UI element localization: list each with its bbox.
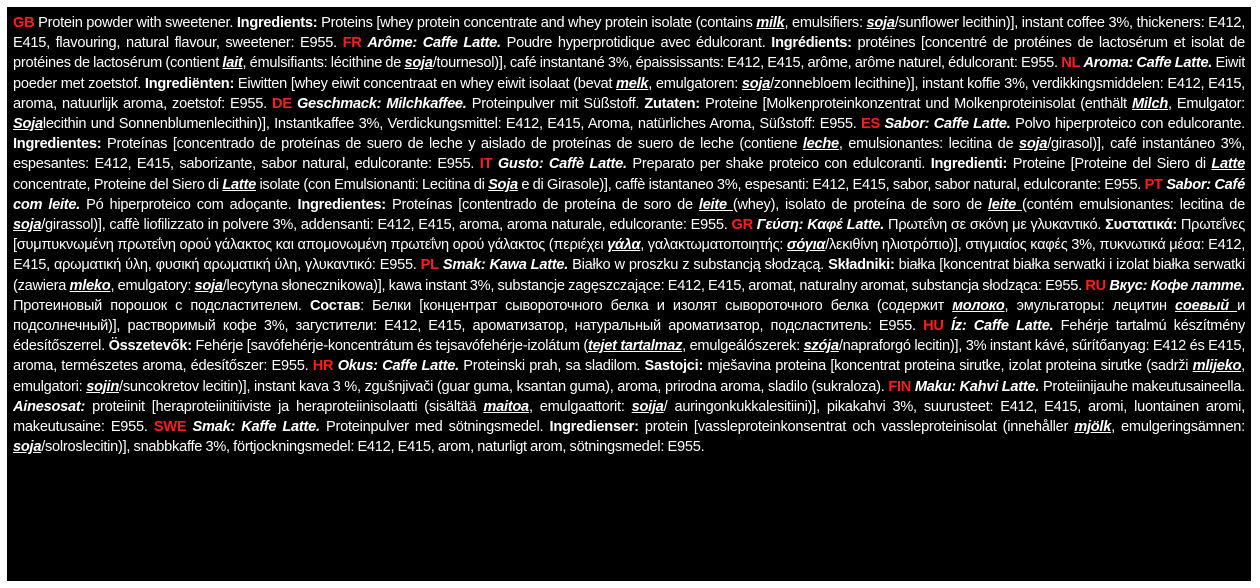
flavour-name: Geschmack: Milchkaffee. xyxy=(296,95,467,112)
allergen: milk xyxy=(756,15,785,31)
country-code: GR xyxy=(731,217,753,234)
allergen: lait xyxy=(222,55,243,72)
country-code: IT xyxy=(479,156,493,173)
flavour-name: Вкус: Кофе латте. xyxy=(1109,277,1245,294)
country-code: FIN xyxy=(888,378,912,395)
ingredients-heading: Ingredientes: xyxy=(297,196,386,213)
label-text-run: Polvo hiperproteico con edulcorante. xyxy=(1010,116,1245,133)
label-text-run: /tournesol)], café instantané 3%, épaississants: E412, E415, arôme, arôme naturel, édulcorant: E955. xyxy=(432,55,1062,72)
label-text-run: Pó hiperproteico com adoçante. xyxy=(80,196,298,213)
ingredients-heading: Ingrédients: xyxy=(771,35,852,52)
label-text-run: , emulgeringsämnen: xyxy=(1111,419,1245,436)
label-text-run: Eiwitten [whey eiwit concentraat en whey eiwit isolaat (bevat xyxy=(234,75,616,92)
allergen: soja xyxy=(13,217,42,234)
label-text-run: /suncokretov lecitin)], instant kava 3 %, zgušnjivači (guar guma, ksantan guma), aroma, prirodna aroma, sladilo (sukraloza). xyxy=(119,378,889,395)
label-text-run: , emulgaattorit: xyxy=(528,398,632,415)
ingredients-heading: Zutaten: xyxy=(644,95,700,112)
allergen: mlijeko xyxy=(1192,358,1242,375)
allergen: soja xyxy=(866,15,895,31)
label-text-run: Proteinpulver med sötningsmedel. xyxy=(319,419,550,436)
label-text-run: , γαλακτωματοποιητής: xyxy=(640,237,787,254)
label-text-run: , emulgatoren: xyxy=(648,75,742,92)
label-text-run: Białko w proszku z substancją słodzącą. xyxy=(568,257,829,274)
allergen: Soja xyxy=(488,176,518,193)
label-text-run: Protein powder with sweetener. xyxy=(34,15,237,31)
label-text-run: Fehérje tartalmú készítmény édesítőszerrel. xyxy=(13,318,1245,355)
label-text-run: , emulgatory: xyxy=(110,277,195,294)
flavour-name: Sabor: Caffe Latte. xyxy=(884,116,1011,133)
flavour-name: Íz: Caffe Latte. xyxy=(950,318,1054,335)
flavour-name: Gusto: Caffè Latte. xyxy=(497,156,627,173)
allergen: soja xyxy=(1018,136,1048,153)
allergen: γάλα xyxy=(607,237,641,254)
label-text-run: , émulsifiants: lécithine de xyxy=(242,55,405,72)
label-text-run: Proteiinijauhe makeutusaineella. xyxy=(1039,378,1245,395)
label-text-run: , emulsifiers: xyxy=(784,15,867,31)
flavour-name: Smak: Kaffe Latte. xyxy=(192,419,320,436)
bottom-rule xyxy=(7,577,1251,581)
label-text-run: , эмульгаторы: лецитин xyxy=(1004,297,1176,314)
label-text-run: mješavina proteina [koncentrat proteina sirutke, izolat proteina sirutke (sadrži xyxy=(703,358,1193,375)
label-text-run: /lecytyna słonecznikowa)], kawa instant 3%, substancje zagęszczające: E412, E415, aromat, naturalny aromat, substancja słodząca: E955. xyxy=(222,277,1086,294)
allergen: soja xyxy=(404,55,433,72)
label-text-run: , Emulgator: xyxy=(1168,95,1245,112)
allergen: soija xyxy=(631,398,664,415)
country-code: FR xyxy=(342,35,362,52)
label-text-run: /girassol)], caffè liofilizzato in polvere 3%, addensanti: E412, E415, aroma, aroma naturale, edulcorante: E955. xyxy=(41,217,732,234)
flavour-name: Arôme: Caffe Latte. xyxy=(367,35,501,52)
label-text-run: /solroslecitin)], snabbkaffe 3%, förtjockningsmedel: E412, E415, arom, naturligt arom, sötningsmedel: E955. xyxy=(41,439,705,456)
allergen: молоко xyxy=(952,297,1005,314)
label-text-run: / auringonkukkalesitiini)], pikakahvi 3%, suurusteet: E412, E415, aromi, luontainen aromi, makeutusaine: E955. xyxy=(13,398,1245,436)
allergen: szója xyxy=(803,338,839,355)
label-text-run: /sunflower lecithin)], instant coffee 3%, thickeners: E412, E415, flavouring, natural flavour, sweetener: E955. xyxy=(13,15,1245,52)
country-code: HR xyxy=(312,358,334,375)
label-text-run: e di Girasole)], caffè istantaneo 3%, espesanti: E412, E415, sabor, sabor natural, edulcorante: E955. xyxy=(517,176,1145,193)
label-text-run: concentrate, Proteine del Siero di xyxy=(13,176,223,193)
allergen: leite xyxy=(988,196,1023,213)
flavour-name: Maku: Kahvi Latte. xyxy=(914,378,1040,395)
label-text-run: protéines [concentré de protéines de lactosérum et isolat de protéines de lactosérum (contient xyxy=(13,35,1245,72)
label-text-run: Eiwit poeder met zoetstof. xyxy=(13,55,1245,92)
ingredients-heading: Összetevők: xyxy=(108,338,192,355)
label-text-run: Proteine [Molkenproteinkonzentrat und Molkenproteinisolat (enthält xyxy=(699,95,1132,112)
allergen: Milch xyxy=(1131,95,1169,112)
label-text-run: , emulgatori: xyxy=(13,358,1245,395)
label-text-run: proteiinit [heraproteiinitiiviste ja heraproteiinisolaatti (sisältää xyxy=(85,398,484,415)
allergen: melk xyxy=(615,75,649,92)
country-code: NL xyxy=(1061,55,1081,72)
country-code: ES xyxy=(861,116,881,133)
country-code: HU xyxy=(923,318,944,335)
country-code: SWE xyxy=(153,419,187,436)
label-text-run: /girasol)], café instantáneo 3%, espesantes: E412, E415, saborizante, sabor natural, edulcorante: E955. xyxy=(13,136,1245,173)
flavour-name: Okus: Caffe Latte. xyxy=(337,358,459,375)
label-text-run: Fehérje [savófehérje-koncentrátum és tejsavófehérje-izolátum ( xyxy=(191,338,588,355)
allergen: soja xyxy=(194,277,223,294)
label-text-run: Πρωτεΐνη σε σκόνη με γλυκαντικό. xyxy=(884,217,1106,234)
allergen: mleko xyxy=(69,277,111,294)
label-text-run: isolate (con Emulsionanti: Lecitina di xyxy=(255,176,489,193)
label-text-run: и подсолнечный)], растворимый кофе 3%, загустители: E412, E415, ароматизатор, натуральный ароматизатор, подсластитель: E955. xyxy=(13,297,1245,335)
allergen: maitoa xyxy=(483,398,529,415)
country-code: PT xyxy=(1144,176,1163,193)
flavour-name: Aroma: Caffe Latte. xyxy=(1083,55,1213,72)
allergen: Latte xyxy=(222,176,256,193)
ingredients-heading: Ingredienti: xyxy=(930,156,1008,173)
label-text-run: /napraforgó lecitin)], 3% instant kávé, sűrítőanyag: E412 és E415, aroma, természetes aroma, édesítőszer: E955. xyxy=(13,338,1245,375)
ingredients-heading: Состав xyxy=(309,297,361,314)
label-text-run: Πρωτεΐνες [συμπυκνωμένη πρωτεΐνη ορού γάλακτος και απομονωμένη πρωτεΐνη ορού γάλακτος (περιέχει xyxy=(13,217,1245,254)
flavour-name: Sabor: Café com leite. xyxy=(13,176,1245,213)
label-text-run: /zonnebloem lecithine)], instant koffie 3%, verdikkingsmiddelen: E412, E415, aroma, natuurlijk aroma, zoetstof: E955. xyxy=(13,75,1245,112)
label-text-run: Proteinpulver mit Süßstoff. xyxy=(466,95,645,112)
country-code: DE xyxy=(272,95,292,112)
label-text-run: , emulsionantes: lecitina de xyxy=(838,136,1019,153)
label-text-run: Proteinski prah, sa sladilom. xyxy=(458,358,645,375)
allergen: Latte xyxy=(1211,156,1245,173)
flavour-name: Ainesosat: xyxy=(13,398,86,415)
label-text-run: Proteínas [contentrado de proteína de soro de xyxy=(385,196,699,213)
label-text-run: , emulgeálószerek: xyxy=(682,338,804,355)
label-text-run: Протеиновый порошок с подсластителем. xyxy=(13,297,310,314)
flavour-name: Γεύση: Καφέ Latte. xyxy=(756,217,885,234)
label-text-run: : Белки [концентрат сывороточного белка и изолят сывороточного белка (содержит xyxy=(360,297,953,314)
ingredients-heading: Ingredienser: xyxy=(549,419,639,436)
allergen: leche xyxy=(802,136,839,153)
allergen: soja xyxy=(741,75,771,92)
label-text-run: lecithin und Sonnenblumenlecithin)], Instantkaffee 3%, Verdickungsmittel: E412, E415, Aroma, natürliches Aroma, Süßstoff: E955. xyxy=(42,116,862,133)
ingredients-heading: Ingrediënten: xyxy=(144,75,235,92)
label-text-run: (whey), isolato de proteína de soro de xyxy=(732,196,988,213)
label-text-run: Poudre hyperprotidique avec édulcorant. xyxy=(500,35,772,52)
label-text-run: /λεκιθίνη ηλιοτρόπιο)], στιγμιαίος καφές 3%, πυκνωτικά μέσα: E412, E415, αρωματική ύλη, φυσική αρωματική ύλη, γλυκαντικό: E955. xyxy=(13,237,1245,274)
ingredients-heading: Składniki: xyxy=(828,257,895,274)
ingredients-heading: Ingredients: xyxy=(236,15,318,31)
ingredients-heading: Sastojci: xyxy=(644,358,704,375)
allergen: sojin xyxy=(86,378,120,395)
ingredients-label xyxy=(13,13,1245,569)
flavour-name: Smak: Kawa Latte. xyxy=(442,257,569,274)
allergen: mjölk xyxy=(1074,419,1112,436)
label-text-run: (contém emulsionantes: lecitina de xyxy=(1022,196,1245,213)
ingredients-heading: Συστατικά: xyxy=(1105,217,1177,234)
allergen: tejet tartalmaz xyxy=(587,338,683,355)
allergen: σόγια xyxy=(786,237,826,254)
label-text-run: protein [vassleproteinkonsentrat och vassleproteinisolat (innehåller xyxy=(638,419,1075,436)
country-code: RU xyxy=(1085,277,1106,294)
label-text-run xyxy=(944,318,951,334)
country-code: PL xyxy=(420,257,439,274)
country-code: GB xyxy=(13,15,35,31)
label-text-run: Proteínas [concentrado de proteínas de suero de leche y aislado de proteínas de suero de leche (contiene xyxy=(101,136,803,153)
label-text-run: Proteine [Proteine del Siero di xyxy=(1007,156,1212,173)
ingredients-heading: Ingredientes: xyxy=(13,136,102,153)
label-text-run: Preparato per shake proteico con edulcoranti. xyxy=(626,156,931,173)
label-text-run: Proteins [whey protein concentrate and whey protein isolate (contains xyxy=(317,15,757,31)
allergen: soja xyxy=(13,439,42,456)
allergen: Soja xyxy=(13,116,43,133)
ingredients-text xyxy=(13,13,1245,457)
label-text-run: białka [koncentrat białka serwatki i izolat białka serwatki (zawiera xyxy=(13,257,1245,294)
allergen: leite xyxy=(698,196,733,213)
allergen: соевый xyxy=(1175,297,1238,314)
